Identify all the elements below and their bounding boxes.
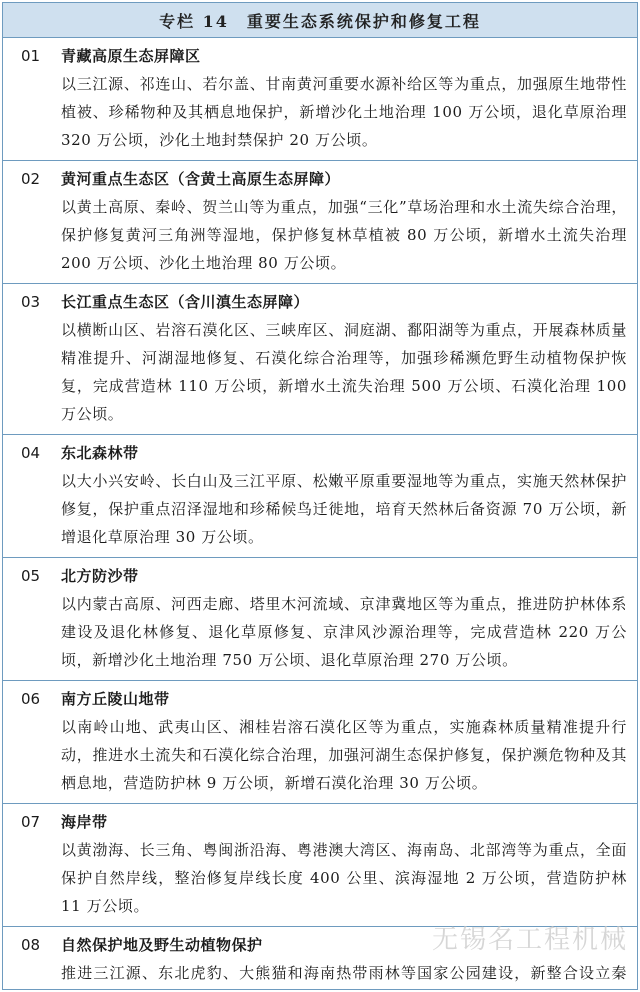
section-body: 以黄渤海、长三角、粤闽浙沿海、粤港澳大湾区、海南岛、北部湾等为重点，全面保护自然岸线，整治修复岸线长度 400 公里、滨海湿地 2 万公顷，营造防护林 11 万公顷。 xyxy=(61,841,627,915)
section-08 xyxy=(3,927,637,990)
section-body: 以黄土高原、秦岭、贺兰山等为重点，加强“三化”草场治理和水土流失综合治理，保护修复黄河三角洲等湿地，保护修复林草植被 80 万公顷，新增水土流失治理 200 万公顷、沙化土地治理 80 万公顷。 xyxy=(61,198,627,272)
section-title: 自然保护地及野生动植物保护 xyxy=(61,936,263,954)
section-title: 海岸带 xyxy=(61,813,108,831)
watermark: 无锡名工程机械 xyxy=(431,925,628,955)
section-07 xyxy=(3,804,637,927)
section-number: 06 xyxy=(21,690,41,708)
section-04 xyxy=(3,435,637,558)
section-number: 07 xyxy=(21,813,41,831)
section-01 xyxy=(3,38,637,161)
section-header xyxy=(21,165,627,193)
section-title: 长江重点生态区（含川滇生态屏障） xyxy=(61,293,310,311)
section-number: 08 xyxy=(21,936,41,954)
section-03 xyxy=(3,284,637,435)
section-body: 以三江源、祁连山、若尔盖、甘南黄河重要水源补给区等为重点，加强原生地带性植被、珍稀物种及其栖息地保护，新增沙化土地治理 100 万公顷，退化草原治理 320 万公顷，沙化土地封禁保护 20 万公顷。 xyxy=(61,75,627,149)
section-body: 以横断山区、岩溶石漠化区、三峡库区、洞庭湖、鄱阳湖等为重点，开展森林质量精准提升、河湖湿地修复、石漠化综合治理等，加强珍稀濒危野生动植物保护恢复，完成营造林 110 万公顷，新增水土流失治理 500 万公顷、石漠化治理 100 万公顷。 xyxy=(61,321,627,423)
column-title: 专栏 14 重要生态系统保护和修复工程 xyxy=(3,3,637,38)
section-body: 推进三江源、东北虎豹、大熊猫和海南热带雨林等国家公园建设，新整合设立秦 xyxy=(61,964,627,982)
section-05 xyxy=(3,558,637,681)
section-number: 03 xyxy=(21,293,41,311)
section-number: 04 xyxy=(21,444,41,462)
section-title: 南方丘陵山地带 xyxy=(61,690,170,708)
special-column-panel xyxy=(2,2,638,990)
section-header xyxy=(21,562,627,590)
section-number: 05 xyxy=(21,567,41,585)
section-title: 黄河重点生态区（含黄土高原生态屏障） xyxy=(61,170,341,188)
section-body: 以内蒙古高原、河西走廊、塔里木河流域、京津冀地区等为重点，推进防护林体系建设及退化林修复、退化草原修复、京津风沙源治理等，完成营造林 220 万公顷，新增沙化土地治理 750 万公顷、退化草原治理 270 万公顷。 xyxy=(61,595,627,669)
section-body: 以南岭山地、武夷山区、湘桂岩溶石漠化区等为重点，实施森林质量精准提升行动，推进水土流失和石漠化综合治理，加强河湖生态保护修复，保护濒危物种及其栖息地，营造防护林 9 万公顷，新增石漠化治理 30 万公顷。 xyxy=(61,718,627,792)
section-title: 北方防沙带 xyxy=(61,567,139,585)
section-header xyxy=(21,288,627,316)
section-header xyxy=(21,685,627,713)
section-header xyxy=(21,439,627,467)
section-header xyxy=(21,42,627,70)
section-06 xyxy=(3,681,637,804)
section-number: 02 xyxy=(21,170,41,188)
section-title: 青藏高原生态屏障区 xyxy=(61,47,201,65)
section-header xyxy=(21,808,627,836)
section-header xyxy=(21,931,627,959)
section-body: 以大小兴安岭、长白山及三江平原、松嫩平原重要湿地等为重点，实施天然林保护修复，保护重点沼泽湿地和珍稀候鸟迁徙地，培育天然林后备资源 70 万公顷，新增退化草原治理 30 万公顷。 xyxy=(61,472,627,546)
section-number: 01 xyxy=(21,47,41,65)
section-title: 东北森林带 xyxy=(61,444,139,462)
section-02 xyxy=(3,161,637,284)
sections-list xyxy=(3,38,637,990)
